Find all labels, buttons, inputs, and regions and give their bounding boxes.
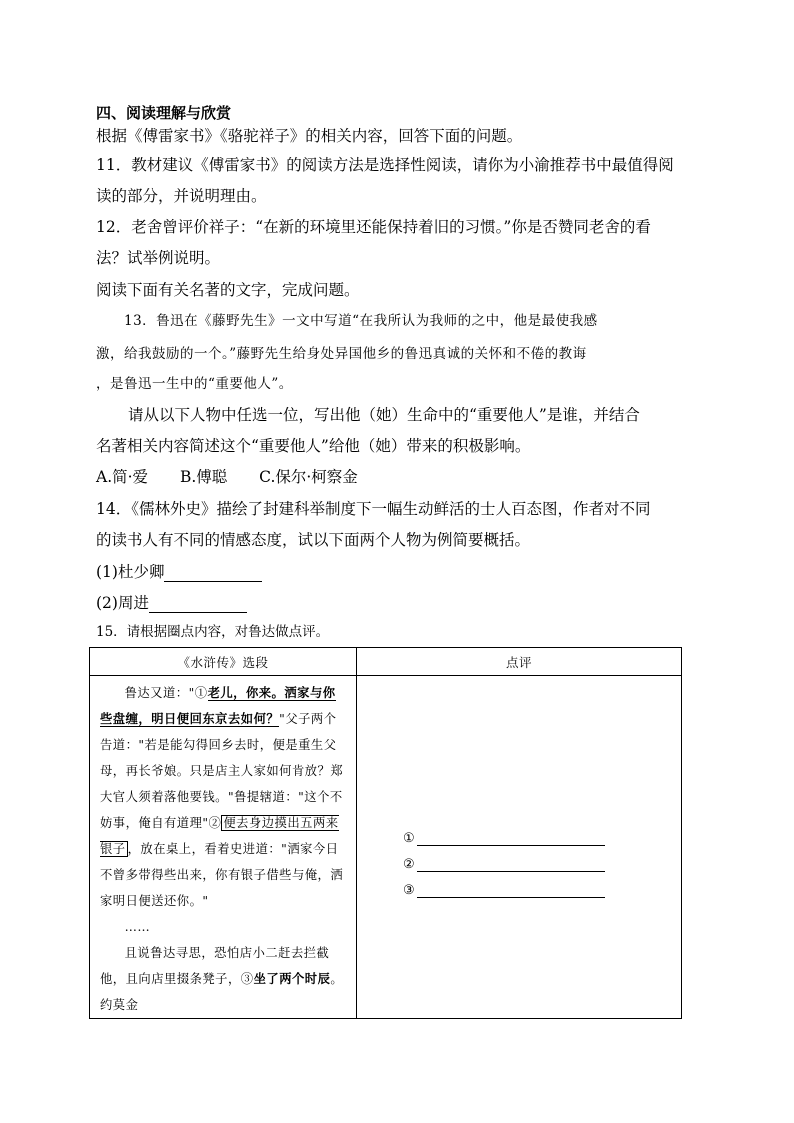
comment-rule-3[interactable] (417, 883, 605, 898)
comment-rule-1[interactable] (417, 831, 605, 846)
q15-table (89, 647, 682, 1019)
q14-item2 (96, 593, 247, 613)
comment-mark-3: ③ (403, 883, 415, 898)
bold-passage: 坐了两个时辰 (253, 971, 331, 986)
excerpt-text-e: 。约莫金 (100, 972, 344, 1012)
reading-intro: 阅读下面有关名著的文字，完成问题。 (96, 281, 360, 299)
excerpt-header: 《水浒传》选段 (90, 648, 357, 676)
q11-line1: 11．教材建议《傅雷家书》的阅读方法是选择性阅读，请你为小渝推荐书中最值得阅 (96, 156, 674, 174)
excerpt-cell (90, 676, 357, 1019)
q11-line2: 读的部分，并说明理由。 (96, 187, 267, 205)
q14-line2: 的读书人有不同的情感态度，试以下面两个人物为例简要概括。 (96, 531, 531, 549)
boxed-passage: 便去身边摸出五两来银子 (100, 816, 339, 856)
section-intro: 根据《傅雷家书》《骆驼祥子》的相关内容，回答下面的问题。 (96, 127, 523, 145)
comment-mark-1: ① (403, 831, 415, 846)
section-heading: 四、阅读理解与欣赏 (96, 104, 232, 122)
q13-options (96, 467, 358, 487)
comment-line-2[interactable] (403, 852, 605, 872)
excerpt-ellipsis: …… (124, 920, 151, 934)
option-c: C.保尔·柯察金 (259, 468, 358, 486)
q13-task-line1: 请从以下人物中任选一位，写出他（她）生命中的“重要他人”是谁，并结合 (128, 406, 640, 424)
excerpt-text (90, 676, 356, 1018)
mark-1: ① (194, 686, 208, 700)
comment-line-3[interactable] (403, 878, 605, 898)
q12-line2: 法？试举例说明。 (96, 249, 221, 267)
mark-3: ③ (240, 972, 254, 986)
mark-2: ② (208, 816, 222, 830)
option-b: B.傅聪 (179, 468, 228, 486)
excerpt-text-d: 且说鲁达寻思，恐怕店小二赶去拦截他，且向店里掇条凳子， (100, 946, 330, 986)
excerpt-text-c: ，放在桌上，看着史进道："洒家今日不曾多带得些出来，你有银子借些与俺，洒家明日便送还你。" (100, 842, 344, 908)
excerpt-text-a: 鲁达又道：" (124, 686, 195, 700)
underlined-passage: 老儿，你来。洒家与你些盘缠，明日便回东京去如何？ (100, 685, 336, 726)
q13-line2: 激，给我鼓励的一个。”藤野先生给身处异国他乡的鲁迅真诚的关怀和不倦的教诲 (96, 346, 587, 362)
answer-blank[interactable] (149, 597, 247, 613)
answer-blank[interactable] (164, 566, 262, 582)
excerpt-paragraph-3 (100, 940, 348, 1018)
comment-line-1[interactable] (403, 826, 605, 846)
option-a: A.简·爱 (96, 468, 149, 486)
q14-item1 (96, 562, 262, 582)
q12-line1: 12．老舍曾评价祥子：“在新的环境里还能保持着旧的习惯。”你是否赞同老舍的看 (96, 218, 651, 236)
excerpt-text-b: "父子两个告道："若是能勾得回乡去时，便是重生父母，再长爷娘。只是店主人家如何肯放？郑大官人须着落他要钱。"鲁提辖道："这个不妨事，俺自有道理" (100, 712, 344, 830)
q13-task-line2: 名著相关内容简述这个“重要他人”给他（她）带来的积极影响。 (96, 437, 531, 455)
q13-line3: ，是鲁迅一生中的“重要他人”。 (96, 376, 293, 392)
comment-cell (357, 676, 682, 1019)
q14-item2-label: (2)周进 (96, 594, 149, 612)
q14-item1-label: (1)杜少卿 (96, 563, 165, 581)
q15-prompt: 15．请根据圈点内容，对鲁达做点评。 (96, 624, 330, 640)
comment-header: 点评 (357, 648, 682, 676)
comment-rule-2[interactable] (417, 857, 605, 872)
comment-mark-2: ② (403, 857, 415, 872)
q13-line1: 13．鲁迅在《藤野先生》一文中写道“在我所认为我师的之中，他是最使我感 (124, 313, 598, 329)
q14-line1: 14．《儒林外史》描绘了封建科举制度下一幅生动鲜活的士人百态图，作者对不同 (96, 500, 651, 518)
excerpt-paragraph-1 (100, 680, 348, 914)
